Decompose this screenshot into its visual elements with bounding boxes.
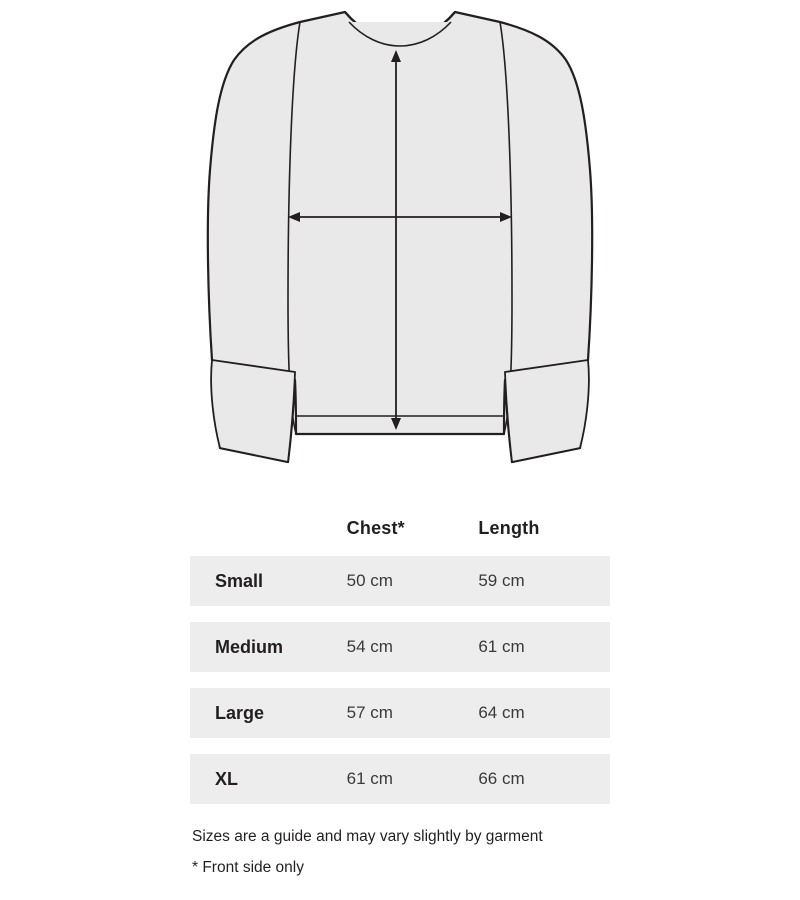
size-notes [192,828,692,890]
table-row [190,556,610,606]
cell-length: 64 cm [478,703,525,722]
sweatshirt-shape [208,12,592,462]
cell-chest: 54 cm [346,637,393,656]
cell-length: 66 cm [478,769,525,788]
cell-length: 59 cm [478,571,525,590]
cell-chest: 57 cm [346,703,393,722]
cell-size: Small [215,570,264,591]
cell-chest: 50 cm [346,571,393,590]
cell-size: XL [215,768,239,789]
table-row [190,688,610,738]
note-guide: Sizes are a guide and may vary slightly by garment [192,828,543,845]
table-row [190,622,610,672]
cell-size: Large [215,702,265,723]
header-length: Length [478,517,540,538]
note-front-side: * Front side only [192,859,304,876]
header-chest: Chest* [346,517,405,538]
cell-chest: 61 cm [346,769,393,788]
cell-length: 61 cm [478,637,525,656]
size-chart-table [190,500,610,820]
cell-size: Medium [215,636,284,657]
table-header-row [190,500,610,556]
table-row [190,754,610,804]
